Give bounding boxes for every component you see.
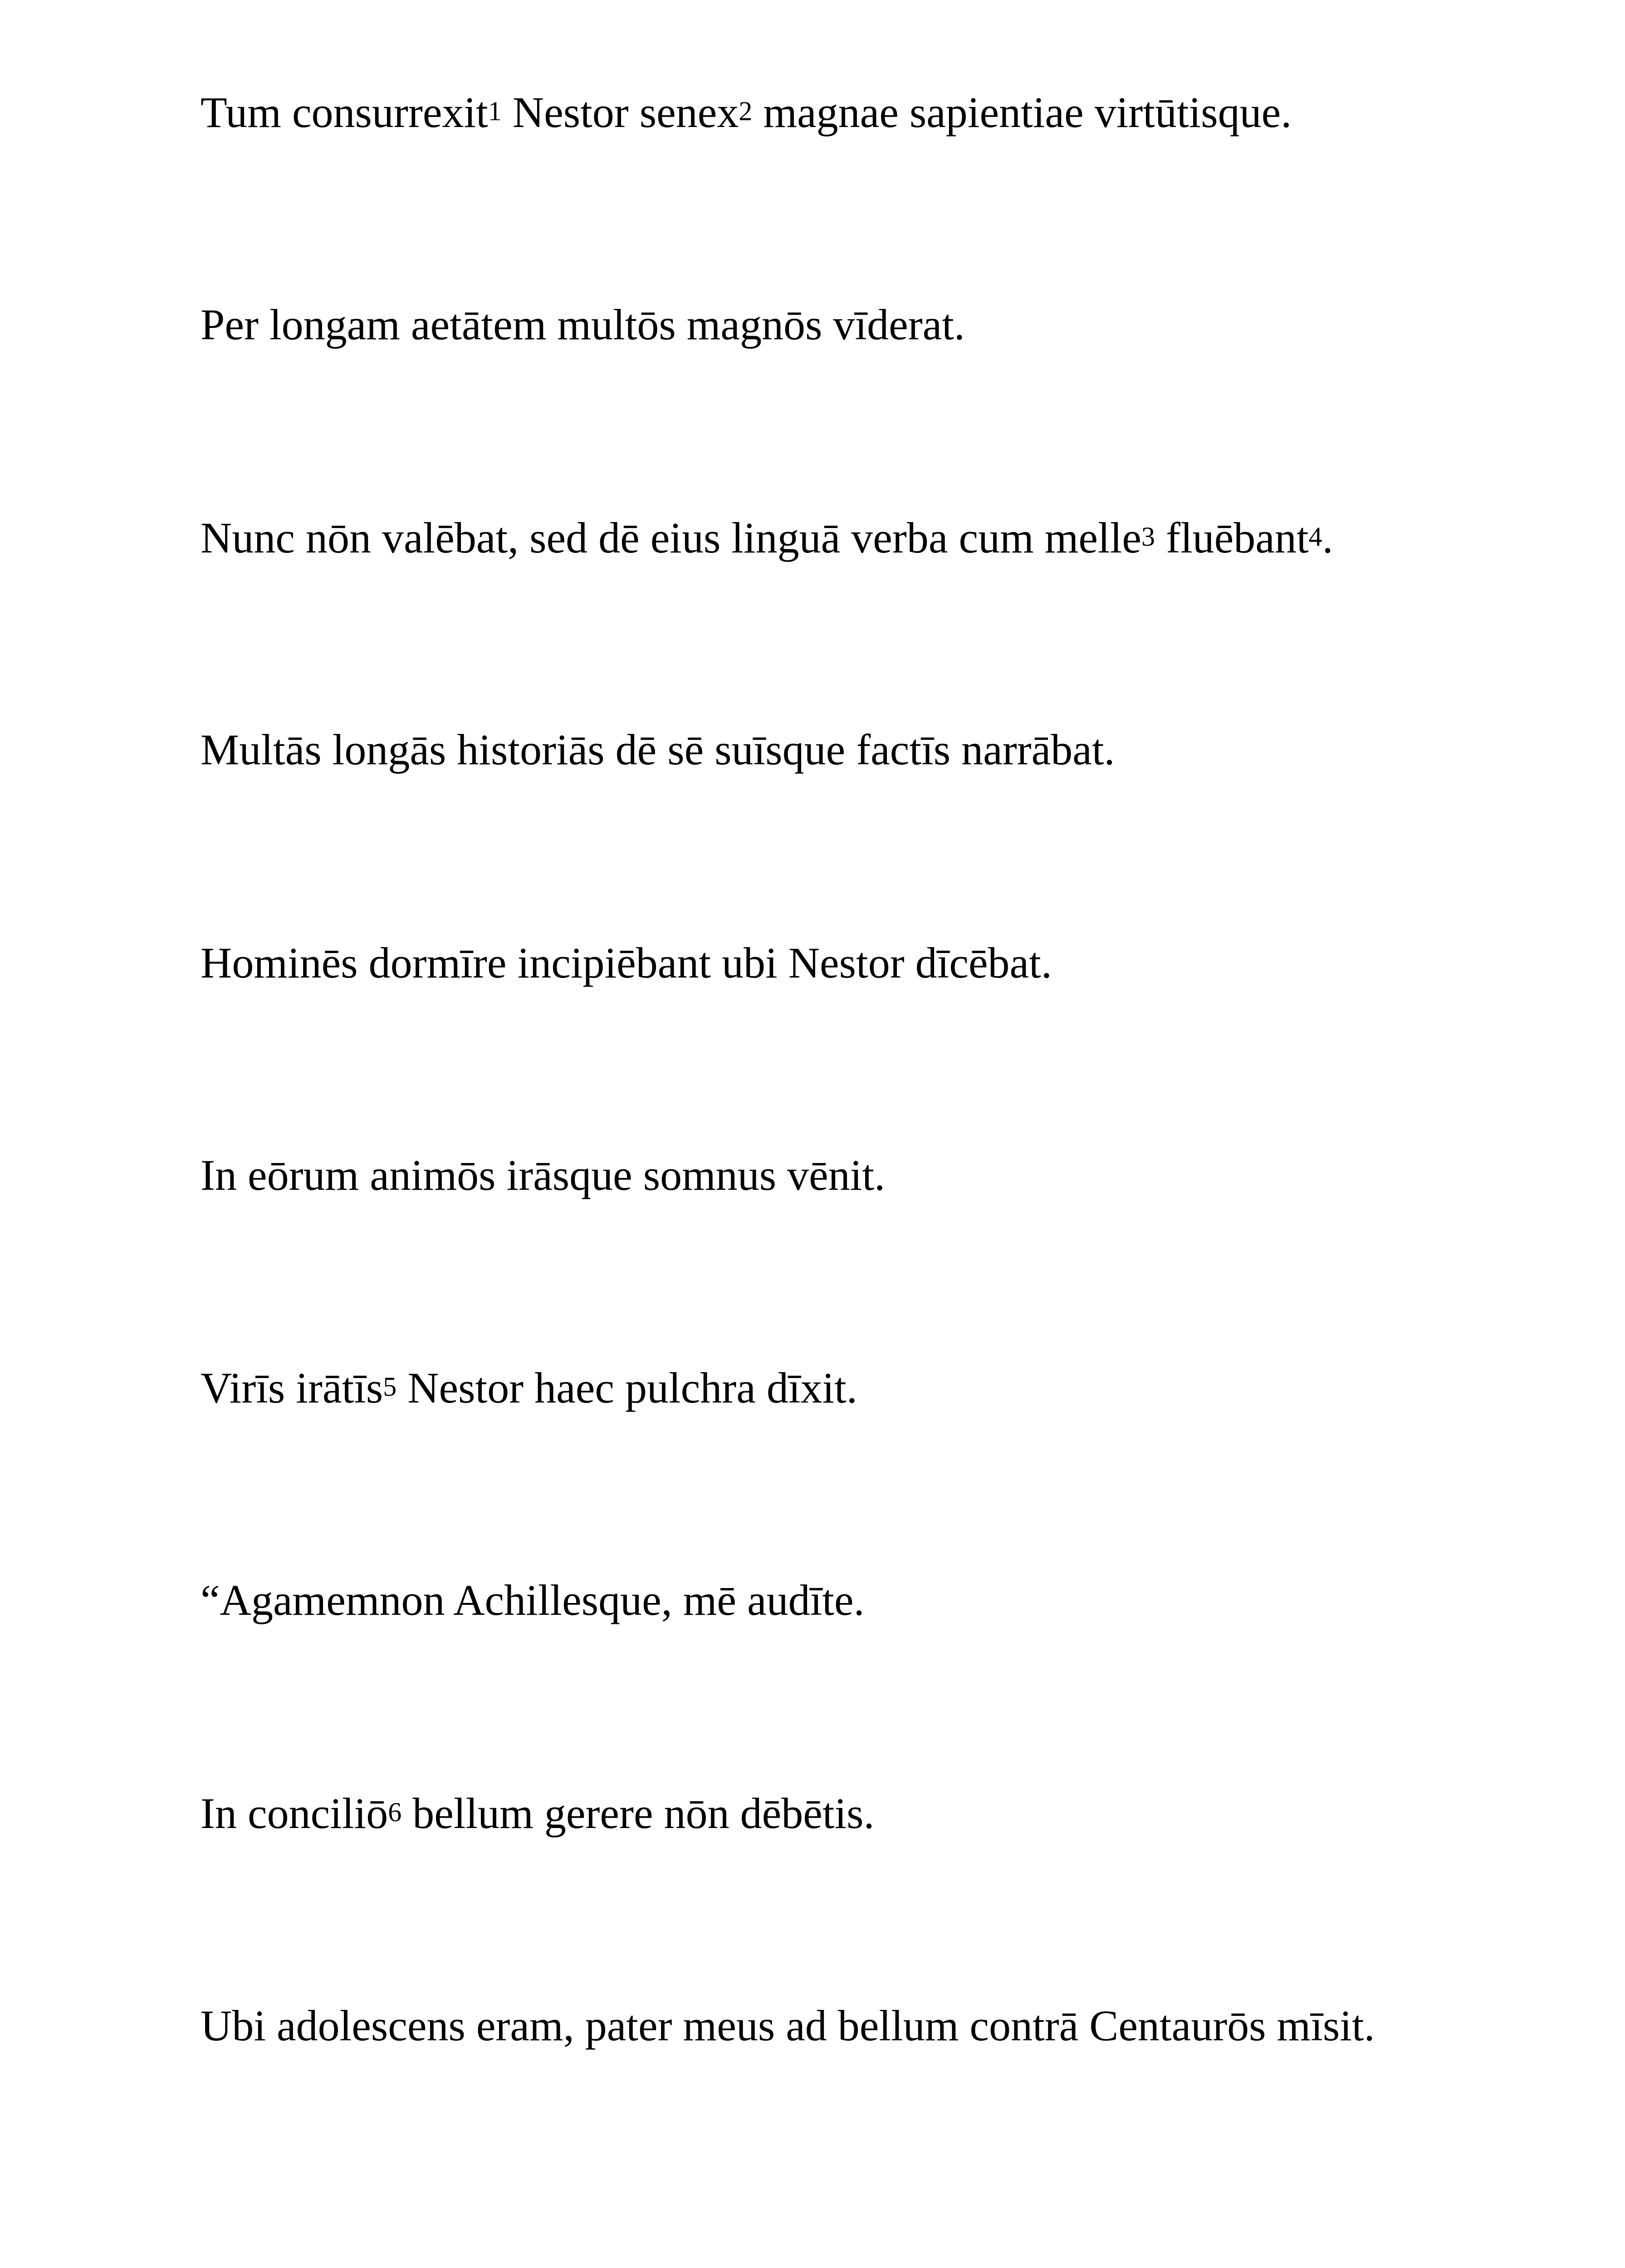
text-line <box>201 513 1333 562</box>
text-line <box>201 300 965 349</box>
footnote-ref: 4 <box>1308 522 1322 552</box>
text-line <box>201 725 1115 774</box>
text-segment: Tum consurrexit <box>201 88 488 137</box>
text-line <box>201 88 1292 137</box>
text-segment: Nunc nōn valēbat, sed dē eius linguā verba cum melle <box>201 513 1141 562</box>
text-segment: Nestor senex <box>501 88 739 137</box>
text-segment: Ubi adolescens eram, pater meus ad bellum contrā Centaurōs mīsit. <box>201 2001 1375 2050</box>
text-line <box>201 1151 886 1199</box>
footnote-ref: 1 <box>488 96 502 126</box>
text-segment: bellum gerere nōn dēbētis. <box>401 1789 875 1838</box>
text-segment: Per longam aetātem multōs magnōs vīderat. <box>201 300 965 349</box>
text-line <box>201 1366 857 1410</box>
text-segment: Nestor haec pulchra dīxit. <box>396 1364 857 1412</box>
text-segment: “Agamemnon Achillesque, mē audīte. <box>201 1576 865 1624</box>
text-segment: Virīs irātīs <box>201 1364 383 1412</box>
text-line <box>201 2001 1375 2050</box>
text-segment: . <box>1322 513 1333 562</box>
text-segment: Hominēs dormīre incipiēbant ubi Nestor dīcēbat. <box>201 938 1052 987</box>
footnote-ref: 3 <box>1141 522 1155 552</box>
footnote-ref: 5 <box>383 1372 397 1402</box>
text-line <box>201 1576 865 1624</box>
text-line <box>201 938 1052 987</box>
text-segment: Multās longās historiās dē sē suīsque factīs narrābat. <box>201 725 1115 774</box>
text-segment: fluēbant <box>1155 513 1309 562</box>
footnote-ref: 6 <box>388 1797 402 1827</box>
text-segment: magnae sapientiae virtūtisque. <box>752 88 1292 137</box>
footnote-ref: 2 <box>739 96 753 126</box>
text-segment: In conciliō <box>201 1789 388 1838</box>
text-line <box>201 1789 875 1838</box>
text-segment: In eōrum animōs irāsque somnus vēnit. <box>201 1151 886 1199</box>
